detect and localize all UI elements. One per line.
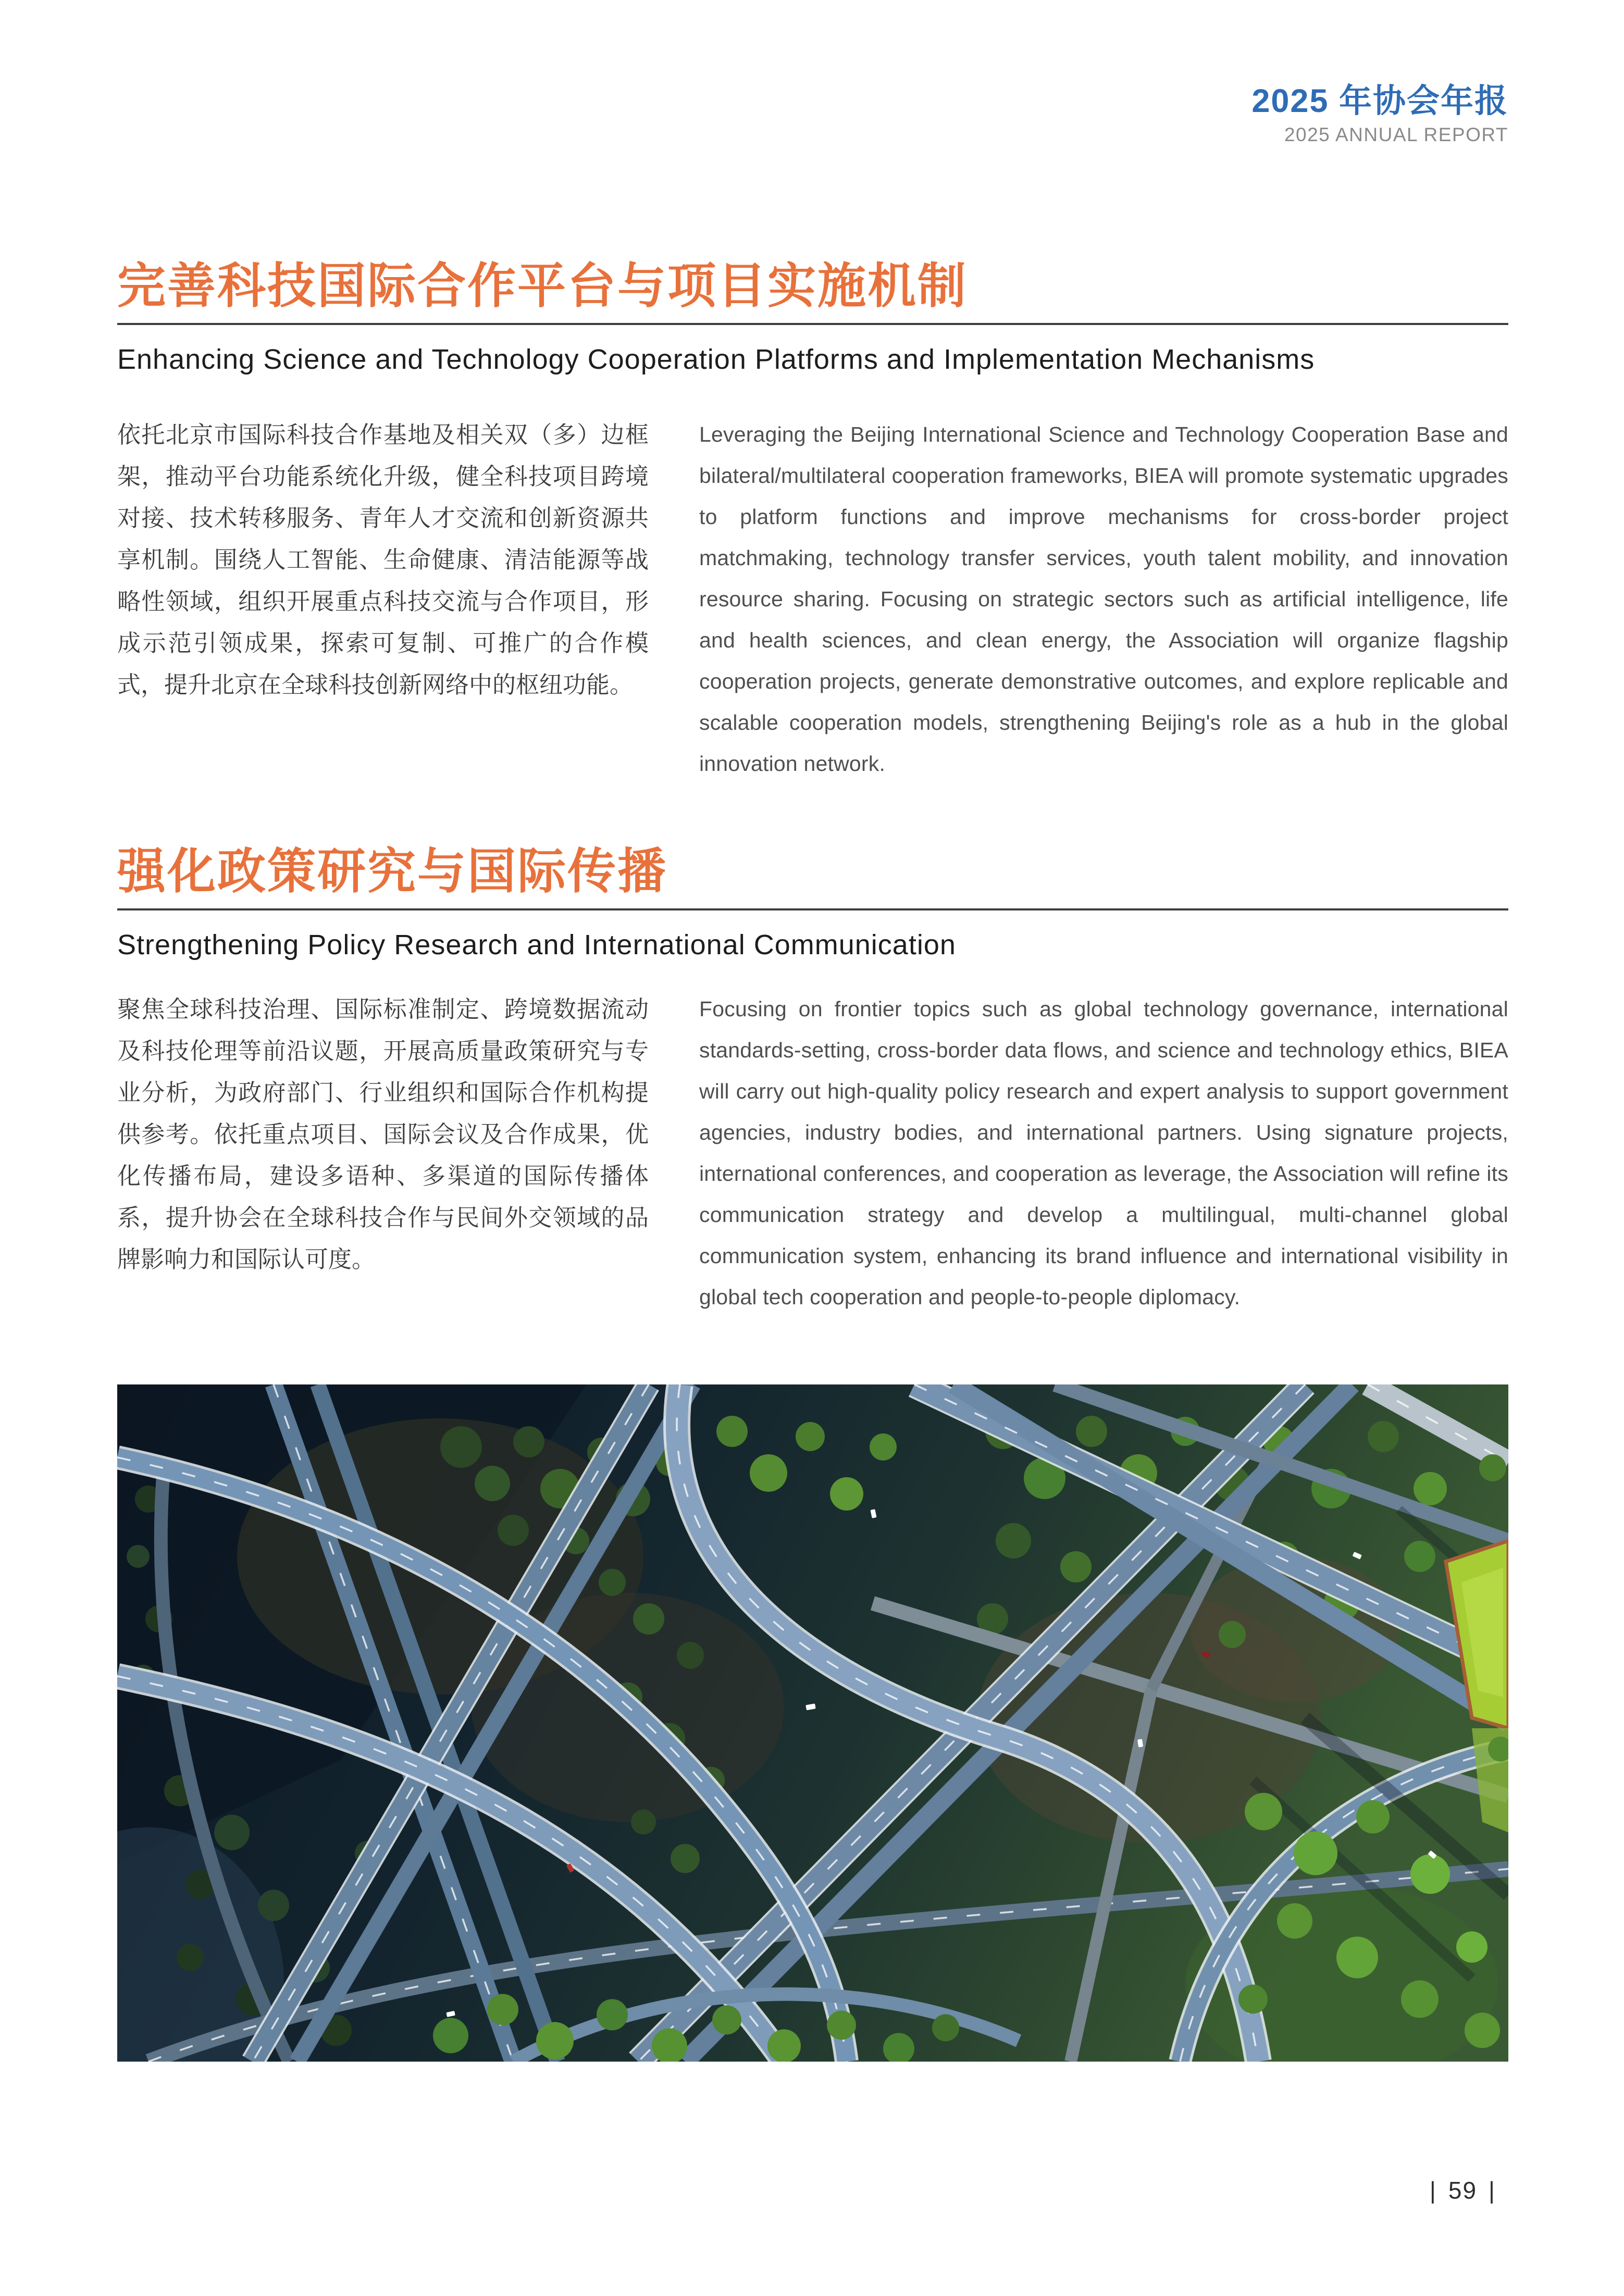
heading-rule xyxy=(117,908,1508,910)
section-heading-cn: 强化政策研究与国际传播 xyxy=(117,844,667,899)
section-platforms-heading xyxy=(117,259,1508,377)
section-heading-cn: 完善科技国际合作平台与项目实施机制 xyxy=(117,259,968,313)
heading-rule xyxy=(117,323,1508,325)
report-title-en: 2025 ANNUAL REPORT xyxy=(1284,124,1508,146)
footer-divider-left: | xyxy=(1429,2177,1437,2204)
body-text-en: Leveraging the Beijing International Science and Technology Cooperation Base and bilateral/multilateral cooperation frameworks, BIEA will promote systematic upgrades to platform functions and improve mechanisms for cross-border project matchmaking, technology transfer services, youth talent mobility, and innovation resource sharing. Focusing on strategic sectors such as artificial intelligence, life and health sciences, and clean energy, the Association will organize flagship cooperation projects, generate demonstrative outcomes, and explore replicable and scalable cooperation models, strengthening Beijing's role as a hub in the global innovation network. xyxy=(699,422,1508,776)
section-heading-en: Strengthening Policy Research and International Communication xyxy=(117,929,956,961)
body-text-cn: 聚焦全球科技治理、国际标准制定、跨境数据流动及科技伦理等前沿议题，开展高质量政策研究与专业分析，为政府部门、行业组织和国际合作机构提供参考。依托重点项目、国际会议及合作成果，优化传播布局，建设多语种、多渠道的国际传播体系，提升协会在全球科技合作与民间外交领域的品牌影响力和国际认可度。 xyxy=(117,996,649,1272)
section-policy-body xyxy=(117,989,1508,1318)
section-platforms-body xyxy=(117,414,1508,784)
page-number: 59 xyxy=(1448,2177,1478,2204)
report-title-cn: 2025 年协会年报 xyxy=(1251,83,1508,119)
interchange-aerial-photo xyxy=(117,1384,1508,2062)
footer-divider-right: | xyxy=(1489,2177,1496,2204)
column-gap xyxy=(649,414,699,784)
body-text-cn: 依托北京市国际科技合作基地及相关双（多）边框架，推动平台功能系统化升级，健全科技项目跨境对接、技术转移服务、青年人才交流和创新资源共享机制。围绕人工智能、生命健康、清洁能源等战略性领域，组织开展重点科技交流与合作项目，形成示范引领成果，探索可复制、可推广的合作模式，提升北京在全球科技创新网络中的枢纽功能。 xyxy=(117,421,649,698)
section-heading-en: Enhancing Science and Technology Cooperation Platforms and Implementation Mechanisms xyxy=(117,344,1315,376)
section-policy-heading xyxy=(117,845,1508,962)
page-header xyxy=(1251,82,1508,146)
page-footer xyxy=(1418,2176,1507,2204)
column-gap xyxy=(649,989,699,1318)
body-text-en: Focusing on frontier topics such as global technology governance, international standards-setting, cross-border data flows, and science and technology ethics, BIEA will carry out high-quality policy research and expert analysis to support government agencies, industry bodies, and international partners. Using signature projects, international conferences, and cooperation as leverage, the Association will refine its communication strategy and develop a multilingual, multi-channel global communication system, enhancing its brand influence and international visibility in global tech cooperation and people-to-people diplomacy. xyxy=(699,997,1508,1309)
